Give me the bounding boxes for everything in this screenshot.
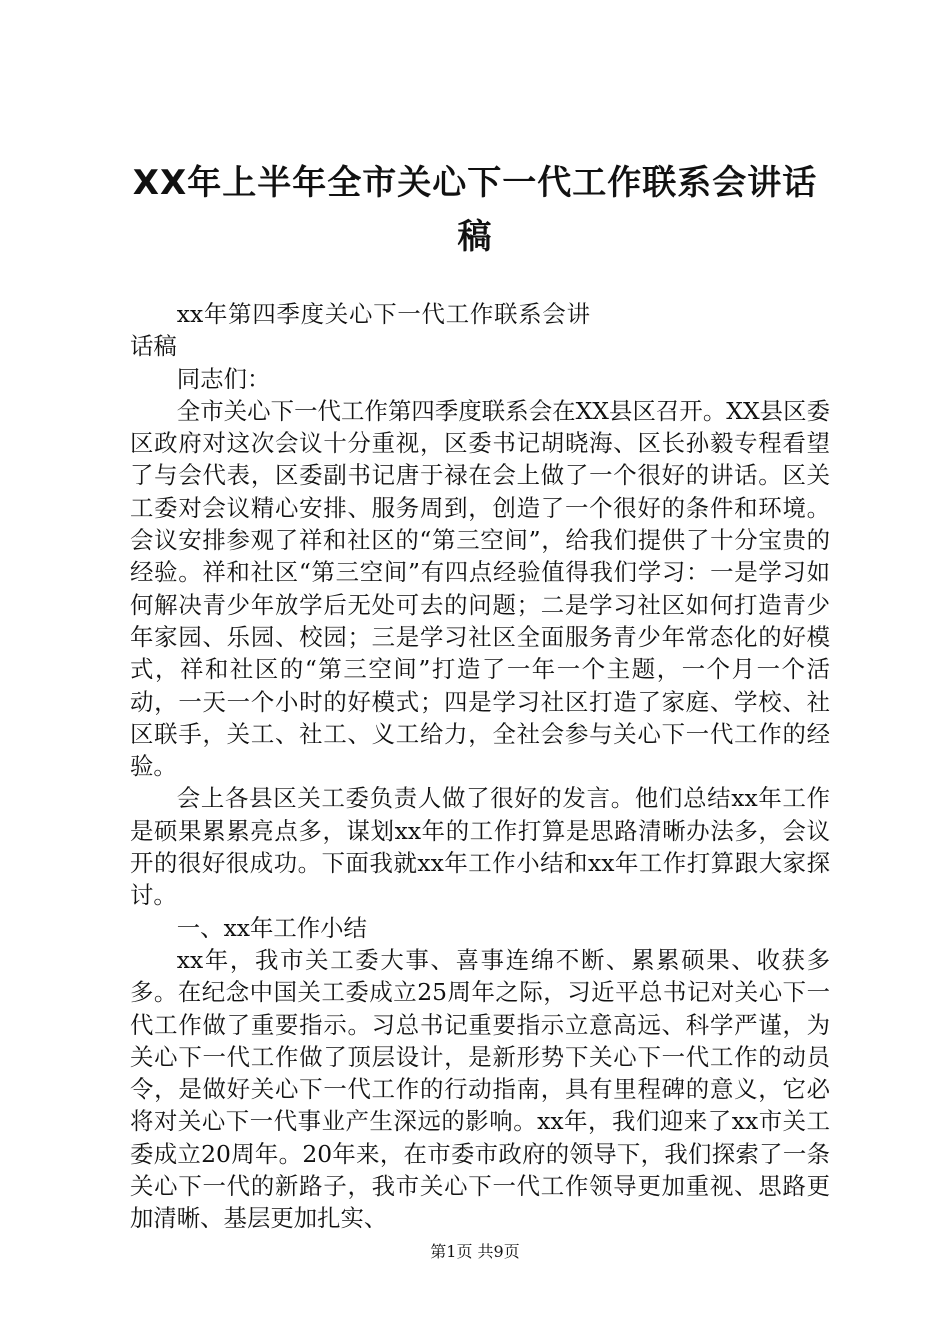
salutation: 同志们： (176, 364, 271, 393)
page-footer: 第1页 共9页 (430, 1242, 520, 1261)
paragraph: 全市关心下一代工作第四季度联系会在XX县区召开。XX县区委区政府对这次会议十分重视，区委书记胡晓海、区长孙毅专程看望了与会代表，区委副书记唐于禄在会上做了一个很好的讲话。区关工委对会议精心安排、服务周到，创造了一个很好的条件和环境。会议安排参观了祥和社区的“第三空间”，给我们提供了十分宝贵的经验。祥和社区“第三空间”有四点经验值得我们学习：一是学习如何解决青少年放学后无处可去的问题；二是学习社区如何打造青少年家园、乐园、校园；三是学习社区全面服务青少年常态化的好模式，祥和社区的“第三空间”打造了一年一个主题，一个月一个活动，一天一个小时的好模式；四是学习社区打造了家庭、学校、社区联手，关工、社工、义工给力，全社会参与关心下一代工作的经验。 (130, 396, 830, 781)
document-body (130, 298, 830, 1235)
paragraph: 会上各县区关工委负责人做了很好的发言。他们总结xx年工作是硕果累累亮点多，谋划xx年的工作打算是思路清晰办法多，会议开的很好很成功。下面我就xx年工作小结和xx年工作打算跟大家探讨。 (130, 784, 830, 910)
subtitle-line: xx年第四季度关心下一代工作联系会讲话稿 (130, 300, 590, 361)
section-heading: 一、xx年工作小结 (176, 913, 367, 942)
paragraph: xx年，我市关工委大事、喜事连绵不断、累累硕果、收获多多。在纪念中国关工委成立25周年之际，习近平总书记对关心下一代工作做了重要指示。习总书记重要指示立意高远、科学严谨，为关心下一代工作做了顶层设计，是新形势下关心下一代工作的动员令，是做好关心下一代工作的行动指南，具有里程碑的意义，它必将对关心下一代事业产生深远的影响。xx年，我们迎来了xx市关工委成立20周年。20年来，在市委市政府的领导下，我们探索了一条关心下一代的新路子，我市关心下一代工作领导更加重视、思路更加清晰、基层更加扎实、 (130, 945, 830, 1233)
document-title: XX年上半年全市关心下一代工作联系会讲话稿 (132, 163, 818, 257)
